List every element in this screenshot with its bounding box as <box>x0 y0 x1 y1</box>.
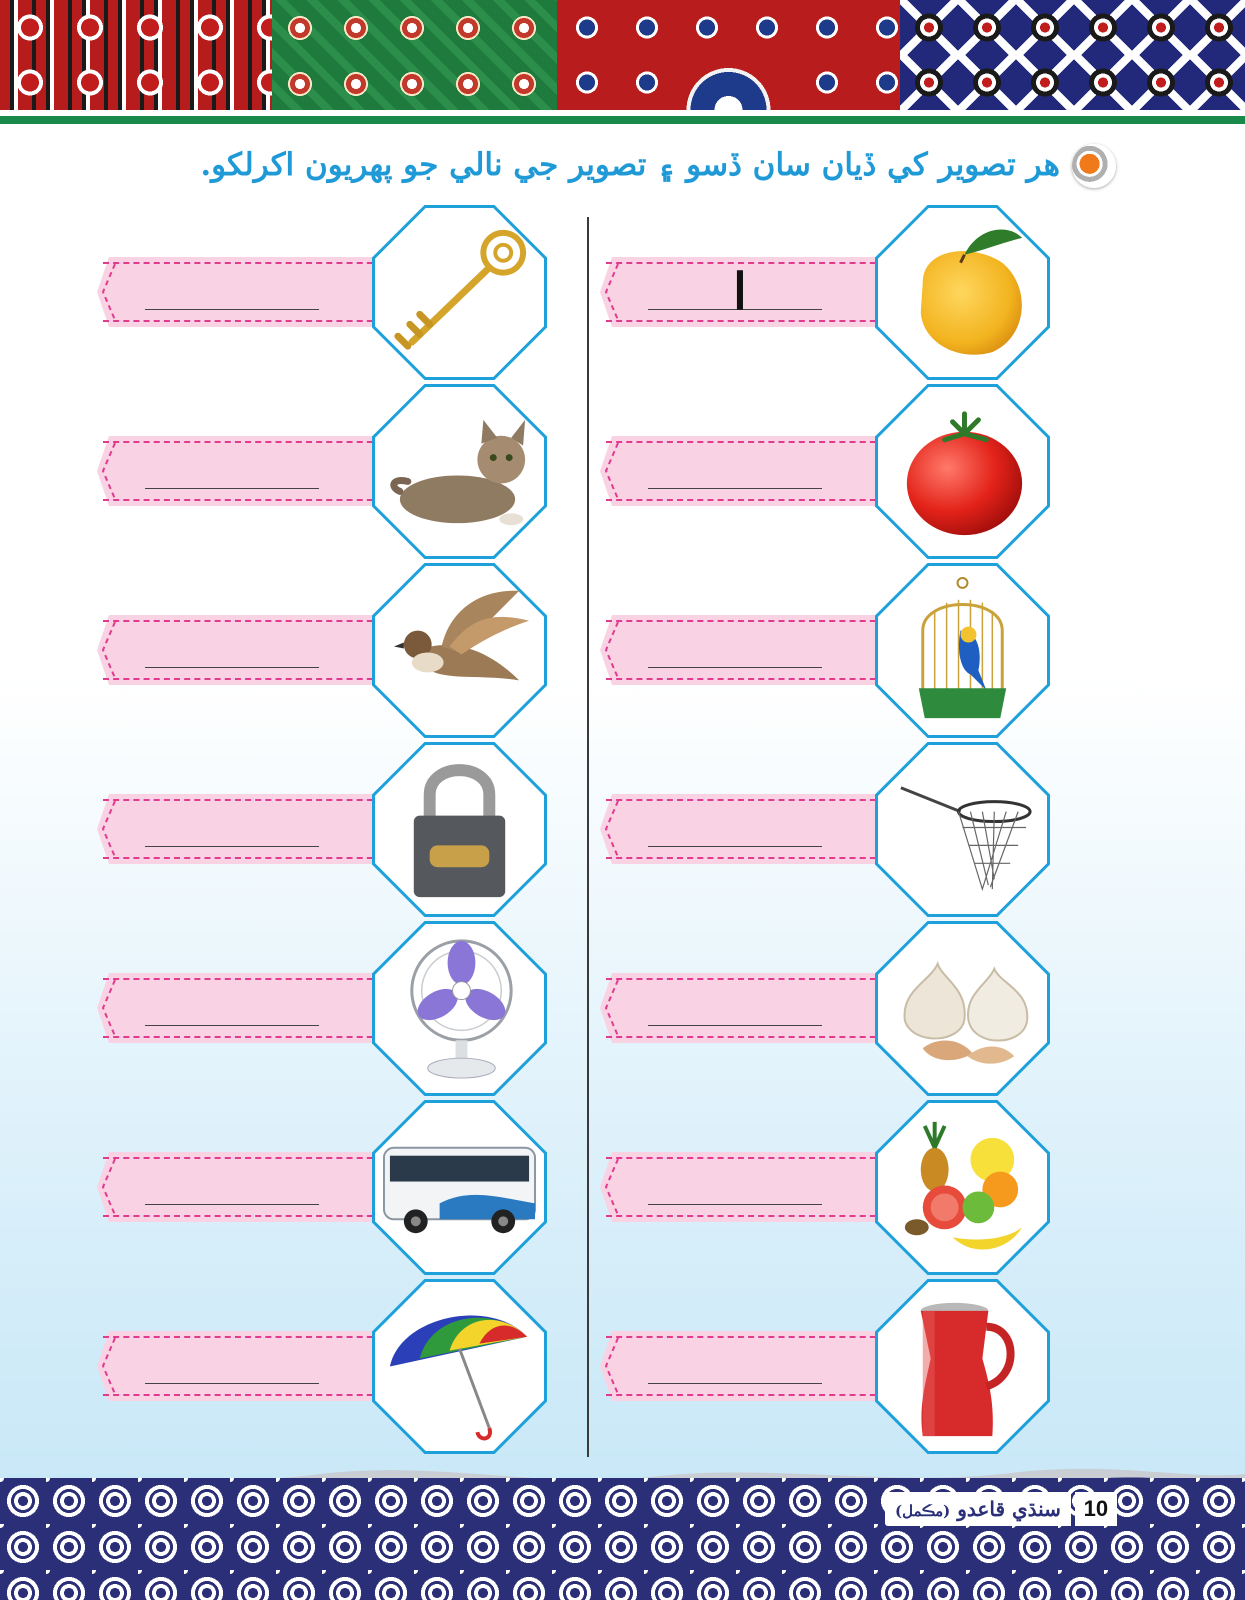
column-divider <box>587 217 589 1457</box>
key-icon <box>380 213 539 372</box>
exercise-item-bus <box>97 1100 547 1278</box>
answer-line[interactable] <box>145 488 319 489</box>
exercise-item-jug <box>600 1279 1050 1457</box>
answer-line[interactable] <box>145 309 319 310</box>
answer-line[interactable] <box>648 1383 822 1384</box>
instruction-text: هر تصوير کي ڏيان سان ڏسو ۽ تصوير جي نالي جو پهريون اکرلکو. <box>200 147 1060 183</box>
book-title: سنڌي قاعدو (مڪمل) <box>885 1492 1071 1526</box>
answer-line[interactable] <box>648 1025 822 1026</box>
exercise-item-fruits <box>600 1100 1050 1278</box>
jug-icon <box>883 1287 1042 1446</box>
fruits-icon <box>883 1108 1042 1267</box>
mango-icon <box>883 213 1042 372</box>
exercise-item-sparrow <box>97 563 547 741</box>
fishing-net-icon <box>883 750 1042 909</box>
exercise-item-key <box>97 205 547 383</box>
answer-line[interactable] <box>145 1383 319 1384</box>
exercise-item-umbrella <box>97 1279 547 1457</box>
exercise-item-tomato <box>600 384 1050 562</box>
answer-line[interactable] <box>648 488 822 489</box>
padlock-icon <box>380 750 539 909</box>
answer-line[interactable] <box>145 1204 319 1205</box>
parrot-cage-icon <box>883 571 1042 730</box>
sparrow-icon <box>380 571 539 730</box>
exercise-item-mango <box>600 205 1050 383</box>
answer-line[interactable] <box>145 667 319 668</box>
red-pattern-panel <box>557 0 900 110</box>
book-footer-label <box>885 1492 1117 1526</box>
answer-line[interactable] <box>145 1025 319 1026</box>
exercise-item-garlic <box>600 921 1050 1099</box>
answer-line[interactable] <box>648 1204 822 1205</box>
bus-icon <box>380 1108 539 1267</box>
green-pattern-panel <box>272 0 557 110</box>
fan-icon <box>380 929 539 1088</box>
umbrella-icon <box>380 1287 539 1446</box>
exercise-item-fan <box>97 921 547 1099</box>
exercise-item-parrot <box>600 563 1050 741</box>
exercise-item-net <box>600 742 1050 920</box>
tomato-icon <box>883 392 1042 551</box>
bullet-icon <box>1072 144 1116 188</box>
blue-pattern-panel <box>900 0 1245 110</box>
exercise-item-padlock <box>97 742 547 920</box>
garlic-icon <box>883 929 1042 1088</box>
page-number: 10 <box>1075 1492 1117 1526</box>
answer-line[interactable] <box>648 667 822 668</box>
book-subtitle: (مڪمل) <box>895 1502 951 1520</box>
answer-line[interactable] <box>648 846 822 847</box>
decorative-banner <box>0 0 1245 110</box>
example-answer: ا <box>733 262 747 321</box>
banner-divider-green <box>0 116 1245 124</box>
ajrak-pattern-panel <box>0 0 272 110</box>
cat-icon <box>380 392 539 551</box>
exercise-item-cat <box>97 384 547 562</box>
answer-line[interactable] <box>145 846 319 847</box>
